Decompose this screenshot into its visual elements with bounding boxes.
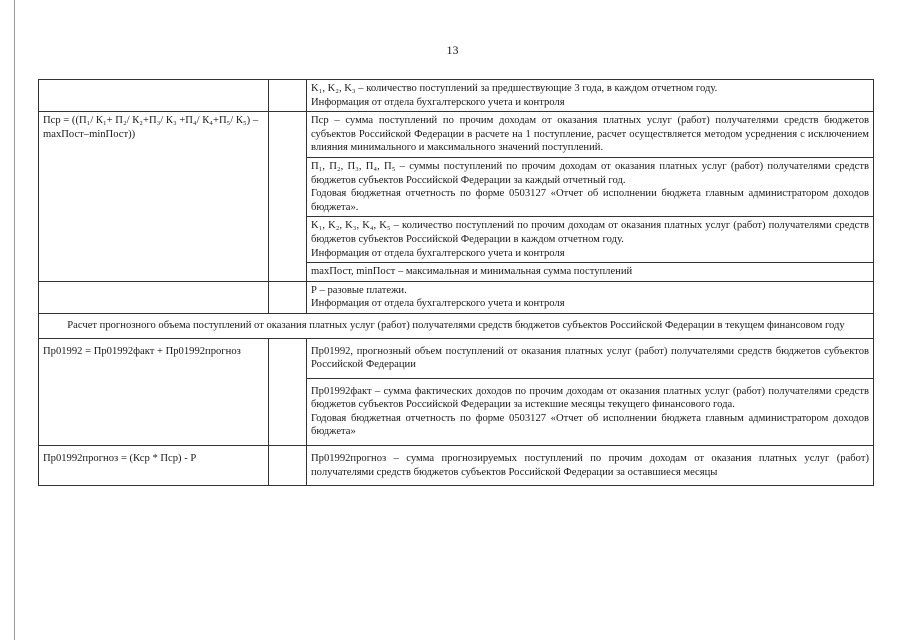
description-cell [307,112,874,158]
scan-edge-line [14,0,15,640]
description-cell [307,80,874,112]
formula-cell [39,338,269,446]
formula-text: Пр01992прогноз = (Кср * Пср) - Р [43,453,197,465]
description-cell [307,378,874,445]
table-row [39,446,874,486]
spacer-cell [269,80,307,112]
source-text: Информация от отдела бухгалтерского учета и контроля [311,298,565,310]
methodology-table [38,79,874,486]
spacer-cell [269,281,307,313]
source-text: Информация от отдела бухгалтерского учета и контроля [311,247,565,259]
definition-text: Пр01992прогноз – сумма прогнозируемых поступлений по прочим доходам от оказания платных услуг (работ) получателями средств бюджетов субъектов Российской Федерации за оставшиеся месяцы [311,453,869,478]
description-cell [307,217,874,263]
table-row [39,338,874,378]
formula-text: Пср = ((П₁/ К₁+ П₂/ К₂+П₃/ К₃ +П₄/ К₄+П₅/ К₅) – maxПост–minПост)) [43,115,259,140]
spacer-cell [269,112,307,282]
description-cell [307,446,874,486]
source-text: Годовая бюджетная отчетность по форме 0503127 «Отчет об исполнении бюджета главным администратором доходов бюджета» [311,412,869,438]
definition-text: maxПост, minПост – максимальная и минимальная сумма поступлений [311,266,633,278]
spacer-cell [269,446,307,486]
formula-cell [39,281,269,313]
table-row [39,281,874,313]
formula-cell [39,80,269,112]
description-cell [307,263,874,282]
table-row [39,112,874,158]
table-row [39,313,874,338]
formula-cell [39,446,269,486]
source-text: Годовая бюджетная отчетность по форме 0503127 «Отчет об исполнении бюджета главным администратором доходов бюджета». [311,188,869,213]
spacer-cell [269,338,307,446]
formula-cell [39,112,269,282]
definition-text: П₁, П₂, П₃, П₄, П₅ – суммы поступлений по прочим доходам от оказания платных услуг (работ) получателями средств бюджетов субъектов Российской Федерации за каждый отчетный год. [311,160,869,186]
page-number: 13 [446,43,459,57]
definition-text: K₁, K₂, K₃, K₄, K₅ – количество поступлений по прочим доходам от оказания платных услуг (работ) получателями средств бюджетов субъектов Российской Федерации в каждом отчетном году. [311,220,869,245]
definition-text: Пср – сумма поступлений по прочим доходам от оказания платных услуг (работ) получателями средств бюджетов субъектов Российской Федерации в расчете на 1 поступление, расчет осуществляется методом усреднения с исключением влияния минимального и максимального значений поступлений. [311,115,869,154]
source-text: Информация от отдела бухгалтерского учета и контроля [311,96,565,108]
table-row [39,80,874,112]
definition-text: Пр01992, прогнозный объем поступлений от оказания платных услуг (работ) получателями средств бюджетов субъектов Российской Федерации [311,345,869,371]
formula-text: Пр01992 = Пр01992факт + Пр01992прогноз [43,345,241,357]
description-cell [307,281,874,313]
definition-text: K₁, K₂, K₃ – количество поступлений за предшествующие 3 года, в каждом отчетном году. [311,83,718,94]
definition-text: Р – разовые платежи. [311,284,407,296]
description-cell [307,338,874,378]
definition-text: Пр01992факт – сумма фактических доходов по прочим доходам от оказания платных услуг (работ) получателями средств бюджетов субъектов Российской Федерации за истекшие месяцы текущего финансового года. [311,385,869,411]
section-heading: Расчет прогнозного объема поступлений от оказания платных услуг (работ) получателями средств бюджетов субъектов Российской Федерации в текущем финансовом году [39,313,874,338]
description-cell [307,157,874,216]
